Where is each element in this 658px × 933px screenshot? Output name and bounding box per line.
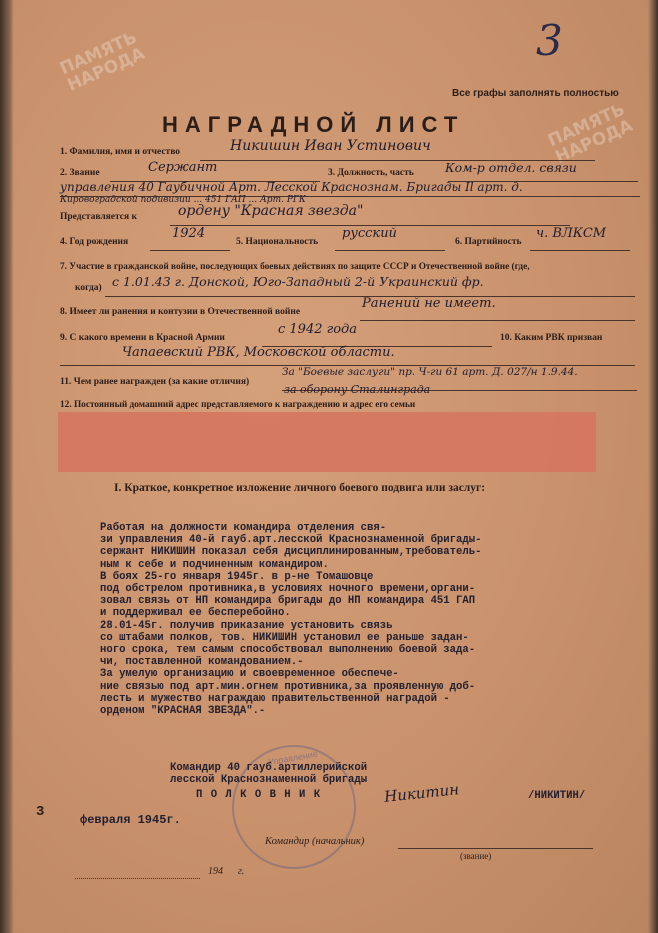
field-10-value: Чапаевский РВК, Московской области.	[122, 345, 395, 360]
field-9-label: 9. С какого времени в Красной Армии	[60, 333, 225, 343]
presented-value: ордену "Красная звезда"	[178, 203, 364, 219]
narrative-line: За умелую организацию и своевременное обеспече-	[100, 668, 399, 681]
year-label: 194	[208, 866, 223, 877]
narrative-line: зи управления 40-й гауб.арт.лесской Краснознаменной бригады-	[100, 534, 482, 547]
narrative-line: В боях 25-го января 1945г. в р-не Томашовце	[100, 570, 374, 583]
scan-edge-left	[0, 0, 14, 933]
field-3-continuation-1: управления 40 Гаубичной Арт. Лесской Краснознам. Бригады Il арт. д.	[60, 180, 523, 194]
field-8-line	[360, 320, 635, 321]
field-10-label: 10. Каким РВК призван	[500, 333, 603, 343]
watermark-right: ПАМЯТЬ НАРОДА	[545, 99, 636, 168]
narrative-line: сержант НИКИШИН показал себя дисциплинированным,требователь-	[100, 546, 482, 559]
field-7-value: с 1.01.43 г. Донской, Юго-Западный 2-й Украинский фр.	[112, 274, 484, 289]
field-1-label: 1. Фамилия, имя и отчество	[60, 147, 181, 157]
commander-line	[398, 848, 593, 849]
narrative-line: 28.01-45г. получив приказание установить связь	[100, 619, 393, 632]
field-12-label: 12. Постоянный домашний адрес представляемого к награждению и адрес его семьи	[60, 400, 416, 410]
field-1-value: Никишин Иван Устинович	[230, 138, 431, 154]
narrative-line: ние связью под арт.мин.огнем противника,за проявленную доб-	[100, 680, 476, 693]
field-5-line	[335, 250, 445, 251]
commander-label: Командир (начальник)	[265, 836, 365, 847]
narrative-line: и поддерживал ее бесперебойно.	[100, 607, 291, 620]
field-11-value-1: За "Боевые заслуги" пр. Ч-ги 61 арт. Д. 027/н 1.9.44.	[282, 366, 578, 378]
narrative-line: ным к себе и подчиненным командиром.	[100, 558, 329, 571]
stamp-text: Управление	[267, 748, 319, 768]
year-suffix: г.	[238, 866, 245, 877]
narrative-line: лесть и мужество награждаю правительственной наградой -	[100, 692, 450, 705]
field-11-label: 11. Чем ранее награжден (за какие отличия)	[60, 377, 250, 387]
address-redaction	[58, 412, 596, 472]
field-3-value: Ком-р отдел. связи	[445, 160, 577, 175]
narrative-line: Работая на должности командира отделения свя-	[100, 522, 387, 534]
section-title: I. Краткое, конкретное изложение личного боевого подвига или заслуг:	[114, 482, 486, 494]
field-3-label: 3. Должность, часть	[328, 168, 414, 178]
narrative-line: зовал связь от НП командира бригады до НП командира 451 ГАП	[100, 595, 476, 608]
field-2-label: 2. Звание	[60, 168, 100, 178]
scan-edge-right	[648, 0, 658, 933]
signature-name: /НИКИТИН/	[528, 790, 586, 802]
signature-scrawl: Никитин	[383, 780, 460, 806]
field-6-line	[530, 250, 630, 251]
watermark-top: ПАМЯТЬ НАРОДА	[57, 27, 148, 96]
field-4-line	[150, 250, 230, 251]
field-4-value: 1924	[172, 226, 206, 241]
date-day: 3	[36, 804, 45, 820]
narrative-line: орденом "КРАСНАЯ ЗВЕЗДА".-	[100, 705, 266, 718]
field-11-value-2: за оборону Сталинграда	[284, 383, 431, 396]
field-7-label-b: когда)	[75, 283, 102, 293]
field-2-value: Сержант	[148, 160, 218, 175]
year-line	[75, 878, 200, 879]
narrative	[100, 522, 481, 717]
narrative-line: чи, поставленной командованием.-	[100, 656, 304, 669]
field-3-continuation-2: Кировоградской подивизии ... 451 ГАП ... Арт. РГК	[60, 195, 306, 205]
field-8-value: Ранений не имеет.	[362, 296, 496, 311]
signature-rank: П О Л К О В Н И К	[196, 789, 322, 801]
rank-label: (звание)	[460, 851, 492, 861]
date-rest: февраля 1945г.	[80, 813, 181, 827]
narrative-line: ного срока, тем самым способствовал выполнению боевой зада-	[100, 644, 476, 657]
field-5-value: русский	[342, 226, 397, 241]
field-5-label: 5. Национальность	[236, 237, 319, 247]
field-6-value: ч. ВЛКСМ	[536, 226, 607, 241]
signature-line-2: лесской Краснознаменной бригады	[170, 774, 368, 786]
document-title: НАГРАДНОЙ ЛИСТ	[162, 112, 465, 137]
field-8-label: 8. Имеет ли ранения и контузии в Отечественной войне	[60, 307, 301, 317]
field-7-label-a: 7. Участие в гражданской войне, последующих боевых действиях по защите СССР и Отечественной войне (где,	[60, 262, 530, 272]
narrative-line: со штабами полков, тов. НИКИШИН установил ее раньше задан-	[100, 631, 469, 644]
narrative-line: под обстрелом противника,в условиях ночного времени,органи-	[100, 583, 476, 596]
page-number: 3	[536, 16, 563, 65]
field-6-label: 6. Партийность	[455, 237, 522, 247]
header-note: Все графы заполнять полностью	[452, 88, 619, 99]
presented-label: Представляется к	[60, 212, 137, 222]
field-9-value: с 1942 года	[278, 322, 358, 337]
field-4-label: 4. Год рождения	[60, 237, 129, 247]
signature-line-1: Командир 40 гауб.артиллерийской	[170, 762, 368, 774]
